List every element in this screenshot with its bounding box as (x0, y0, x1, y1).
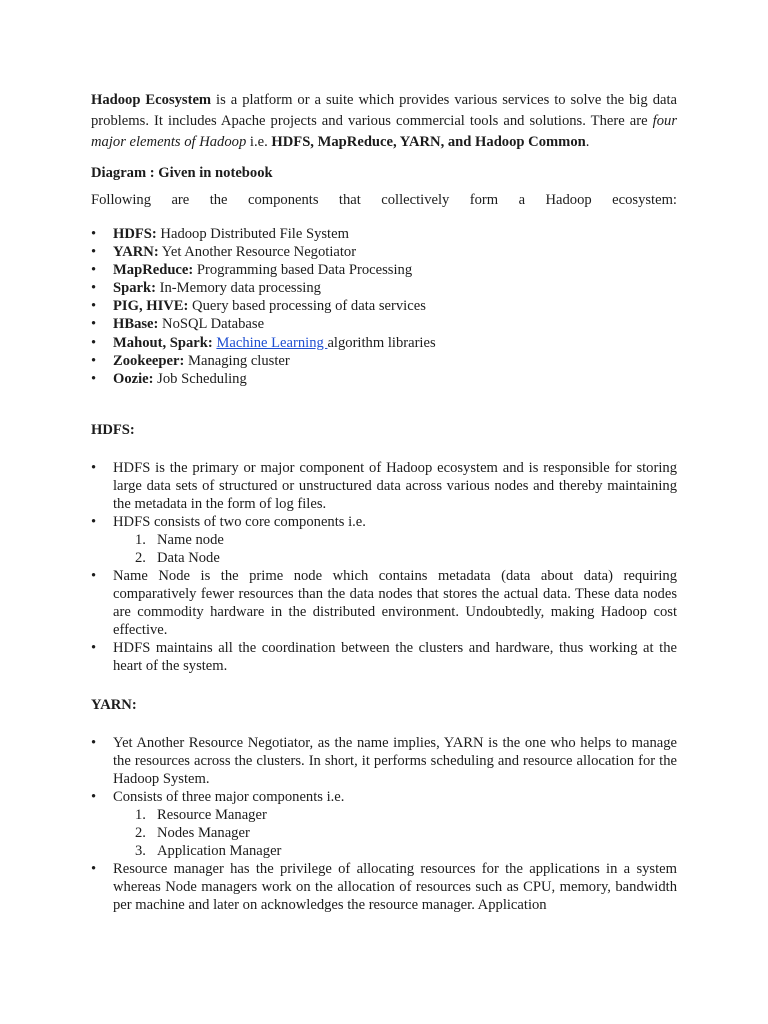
intro-text-1: is a platform or a suite which provides various services to solve the big data problems. It includes Apache projects and various commercial tools and solutions. There are (91, 92, 677, 129)
hdfs-list (91, 459, 677, 675)
intro-paragraph (91, 90, 677, 153)
list-item (113, 824, 677, 842)
component-name: Oozie: (113, 370, 154, 387)
list-item (91, 734, 677, 788)
list-item (91, 788, 677, 860)
intro-italic: four major elements of Hadoop (91, 113, 677, 150)
list-item (91, 297, 677, 315)
list-item (91, 860, 677, 914)
list-item (113, 531, 677, 549)
component-desc: In-Memory data processing (155, 280, 321, 297)
bullet-icon: • (91, 370, 97, 387)
bullet-icon: • (91, 734, 97, 751)
hdfs-sublist (113, 531, 677, 567)
bullet-icon: • (91, 334, 97, 351)
list-item (91, 225, 677, 243)
component-desc: Managing cluster (184, 352, 290, 369)
components-list (91, 225, 677, 388)
list-number: 2. (135, 824, 146, 841)
list-number: 3. (135, 842, 146, 859)
list-item (91, 315, 677, 333)
component-desc: Query based processing of data services (188, 298, 426, 315)
bullet-icon: • (91, 513, 97, 530)
hdfs-heading: HDFS: (91, 421, 135, 438)
intro-text-2: i.e. (246, 134, 272, 150)
sublist-text: Name node (157, 531, 224, 548)
list-item (91, 279, 677, 297)
bullet-icon: • (91, 860, 97, 877)
intro-end: . (585, 134, 590, 150)
bullet-icon: • (91, 298, 97, 315)
list-item (91, 334, 677, 352)
component-name: MapReduce: (113, 262, 194, 279)
yarn-bullet-text: Consists of three major components i.e. (113, 788, 345, 805)
intro-term: Hadoop Ecosystem (91, 92, 212, 108)
list-item (91, 459, 677, 513)
yarn-bullet-text: Resource manager has the privilege of allocating resources for the applications in a system whereas Node managers work on the allocation of resources such as CPU, memory, bandwidth per machine and later on acknowledges the resource manager. Application (113, 860, 677, 913)
components-intro: Following are the components that collectively form a Hadoop ecosystem: (91, 192, 677, 208)
component-name: YARN: (113, 244, 159, 261)
diagram-note: Diagram : Given in notebook (91, 165, 273, 181)
list-number: 2. (135, 549, 146, 566)
hdfs-bullet-text: HDFS is the primary or major component of Hadoop ecosystem and is responsible for storing large data sets of structured or unstructured data across various nodes and thereby maintaining the metadata in the form of log files. (113, 459, 677, 512)
component-name: Mahout, Spark: (113, 334, 213, 351)
bullet-icon: • (91, 244, 97, 261)
component-name: Spark: (113, 280, 156, 297)
hdfs-bullet-text: Name Node is the prime node which contains metadata (data about data) requiring comparatively fewer resources than the data nodes that stores the actual data. These data nodes are commodity hardware in the distributed environment. Undoubtedly, making Hadoop cost effective. (113, 567, 677, 638)
component-name: HDFS: (113, 226, 157, 242)
sublist-text: Nodes Manager (157, 824, 250, 841)
component-name: Zookeeper: (113, 352, 185, 369)
bullet-icon: • (91, 226, 97, 242)
list-number: 1. (135, 531, 146, 548)
hdfs-bullet-text: HDFS consists of two core components i.e. (113, 513, 366, 530)
document-page (91, 90, 677, 914)
bullet-icon: • (91, 352, 97, 369)
list-item (91, 370, 677, 388)
yarn-bullet-text: Yet Another Resource Negotiator, as the name implies, YARN is the one who helps to manage the resources across the clusters. In short, it performs scheduling and resource allocation for the Hadoop System. (113, 734, 677, 787)
component-desc: Yet Another Resource Negotiator (158, 244, 357, 261)
sublist-text: Data Node (157, 549, 220, 566)
hdfs-bullet-text: HDFS maintains all the coordination between the clusters and hardware, thus working at the heart of the system. (113, 639, 677, 674)
bullet-icon: • (91, 567, 97, 584)
list-item (91, 513, 677, 567)
yarn-list (91, 734, 677, 914)
component-desc: algorithm libraries (327, 334, 436, 351)
bullet-icon: • (91, 262, 97, 279)
component-desc: Programming based Data Processing (193, 262, 413, 279)
bullet-icon: • (91, 280, 97, 297)
component-desc: Job Scheduling (153, 370, 247, 387)
list-item (91, 243, 677, 261)
list-item (91, 352, 677, 370)
component-name: PIG, HIVE: (113, 298, 189, 315)
list-item (113, 806, 677, 824)
bullet-icon: • (91, 639, 97, 656)
component-desc: NoSQL Database (158, 316, 265, 333)
bullet-icon: • (91, 459, 97, 476)
yarn-heading: YARN: (91, 696, 137, 713)
yarn-sublist (113, 806, 677, 860)
list-item (113, 842, 677, 860)
list-item (113, 549, 677, 567)
sublist-text: Application Manager (157, 842, 282, 859)
list-item (91, 639, 677, 675)
list-number: 1. (135, 806, 146, 823)
machine-learning-link[interactable]: Machine Learning (216, 334, 328, 351)
bullet-icon: • (91, 788, 97, 805)
intro-bold-elements: HDFS, MapReduce, YARN, and Hadoop Common (271, 134, 586, 150)
sublist-text: Resource Manager (157, 806, 267, 823)
component-name: HBase: (113, 316, 159, 333)
list-item (91, 261, 677, 279)
component-desc: Hadoop Distributed File System (156, 226, 349, 242)
list-item (91, 567, 677, 639)
bullet-icon: • (91, 316, 97, 333)
